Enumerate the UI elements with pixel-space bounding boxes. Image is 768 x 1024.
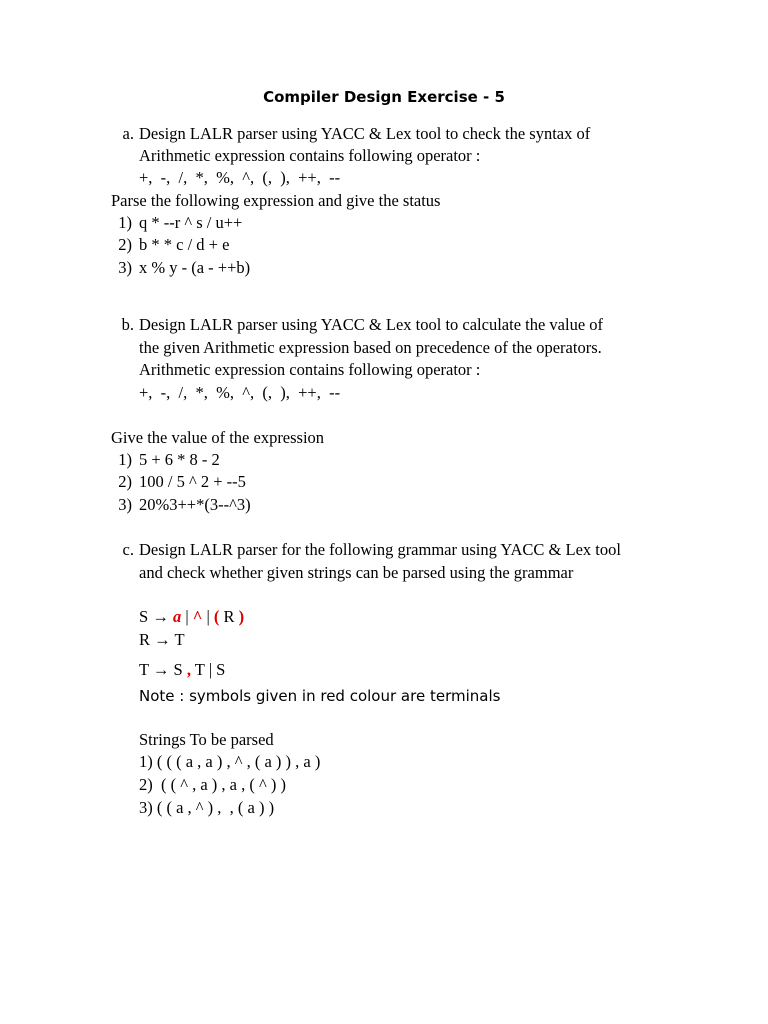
section-c-line2: and check whether given strings can be parsed using the grammar	[139, 563, 574, 582]
list-item: 5 + 6 * 8 - 2	[139, 450, 220, 469]
grammar-rule-1	[139, 606, 244, 628]
alt-separator: |	[206, 607, 210, 626]
list-item: 20%3++*(3--^3)	[139, 495, 251, 514]
arrow-icon: →	[152, 660, 170, 679]
list-item-number: 1)	[118, 213, 132, 232]
list-item-number: 2)	[118, 472, 132, 491]
section-b-line1: Design LALR parser using YACC & Lex tool to calculate the value of	[139, 315, 604, 334]
section-b-operators: +, -, /, *, %, ^, (, ), ++, --	[139, 383, 341, 402]
section-b-line3: Arithmetic expression contains following operator :	[139, 360, 481, 379]
terminal-rparen: )	[238, 607, 245, 626]
list-item: x % y - (a - ++b)	[139, 258, 251, 277]
page-title: Compiler Design Exercise - 5	[263, 88, 505, 106]
terminal-lparen: (	[213, 607, 220, 626]
list-item-number: 2)	[118, 235, 132, 254]
section-b-prompt: Give the value of the expression	[111, 428, 325, 447]
grammar-rule-3	[139, 659, 225, 681]
rule-rest: T | S	[194, 660, 226, 679]
nonterminal: T	[139, 660, 149, 679]
list-item-number: 1)	[118, 450, 132, 469]
section-b-line2: the given Arithmetic expression based on precedence of the operators.	[139, 338, 602, 357]
section-a-line1: Design LALR parser using YACC & Lex tool to check the syntax of	[139, 124, 591, 143]
list-item: b * * c / d + e	[139, 235, 230, 254]
section-c-marker: c.	[122, 540, 134, 559]
arrow-icon: →	[152, 607, 169, 626]
parse-string: 1) ( ( ( a , a ) , ^ , ( a ) ) , a )	[139, 752, 321, 771]
list-item: 100 / 5 ^ 2 + --5	[139, 472, 246, 491]
section-a-prompt: Parse the following expression and give the status	[111, 191, 441, 210]
grammar-rule-2	[139, 629, 185, 651]
parse-string: 3) ( ( a , ^ ) , , ( a ) )	[139, 798, 275, 817]
list-item-number: 3)	[118, 258, 132, 277]
section-a-line2: Arithmetic expression contains following operator :	[139, 146, 481, 165]
terminal-note: Note : symbols given in red colour are terminals	[139, 687, 501, 705]
section-b-marker: b.	[121, 315, 134, 334]
list-item-number: 3)	[118, 495, 132, 514]
parse-string: 2) ( ( ^ , a ) , a , ( ^ ) )	[139, 775, 286, 794]
nonterminal: T	[174, 630, 185, 649]
section-a-operators: +, -, /, *, %, ^, (, ), ++, --	[139, 168, 341, 187]
nonterminal: R	[139, 630, 151, 649]
alt-separator: |	[185, 607, 189, 626]
strings-heading: Strings To be parsed	[139, 730, 274, 749]
section-c-line1: Design LALR parser for the following grammar using YACC & Lex tool	[139, 540, 621, 559]
nonterminal: S	[139, 607, 149, 626]
list-item: q * --r ^ s / u++	[139, 213, 243, 232]
nonterminal: R	[223, 607, 235, 626]
terminal-comma: ,	[186, 660, 191, 679]
terminal-caret: ^	[192, 607, 203, 626]
section-a-marker: a.	[122, 124, 134, 143]
arrow-icon: →	[154, 630, 171, 649]
nonterminal: S	[173, 660, 183, 679]
terminal-a: a	[172, 607, 182, 626]
